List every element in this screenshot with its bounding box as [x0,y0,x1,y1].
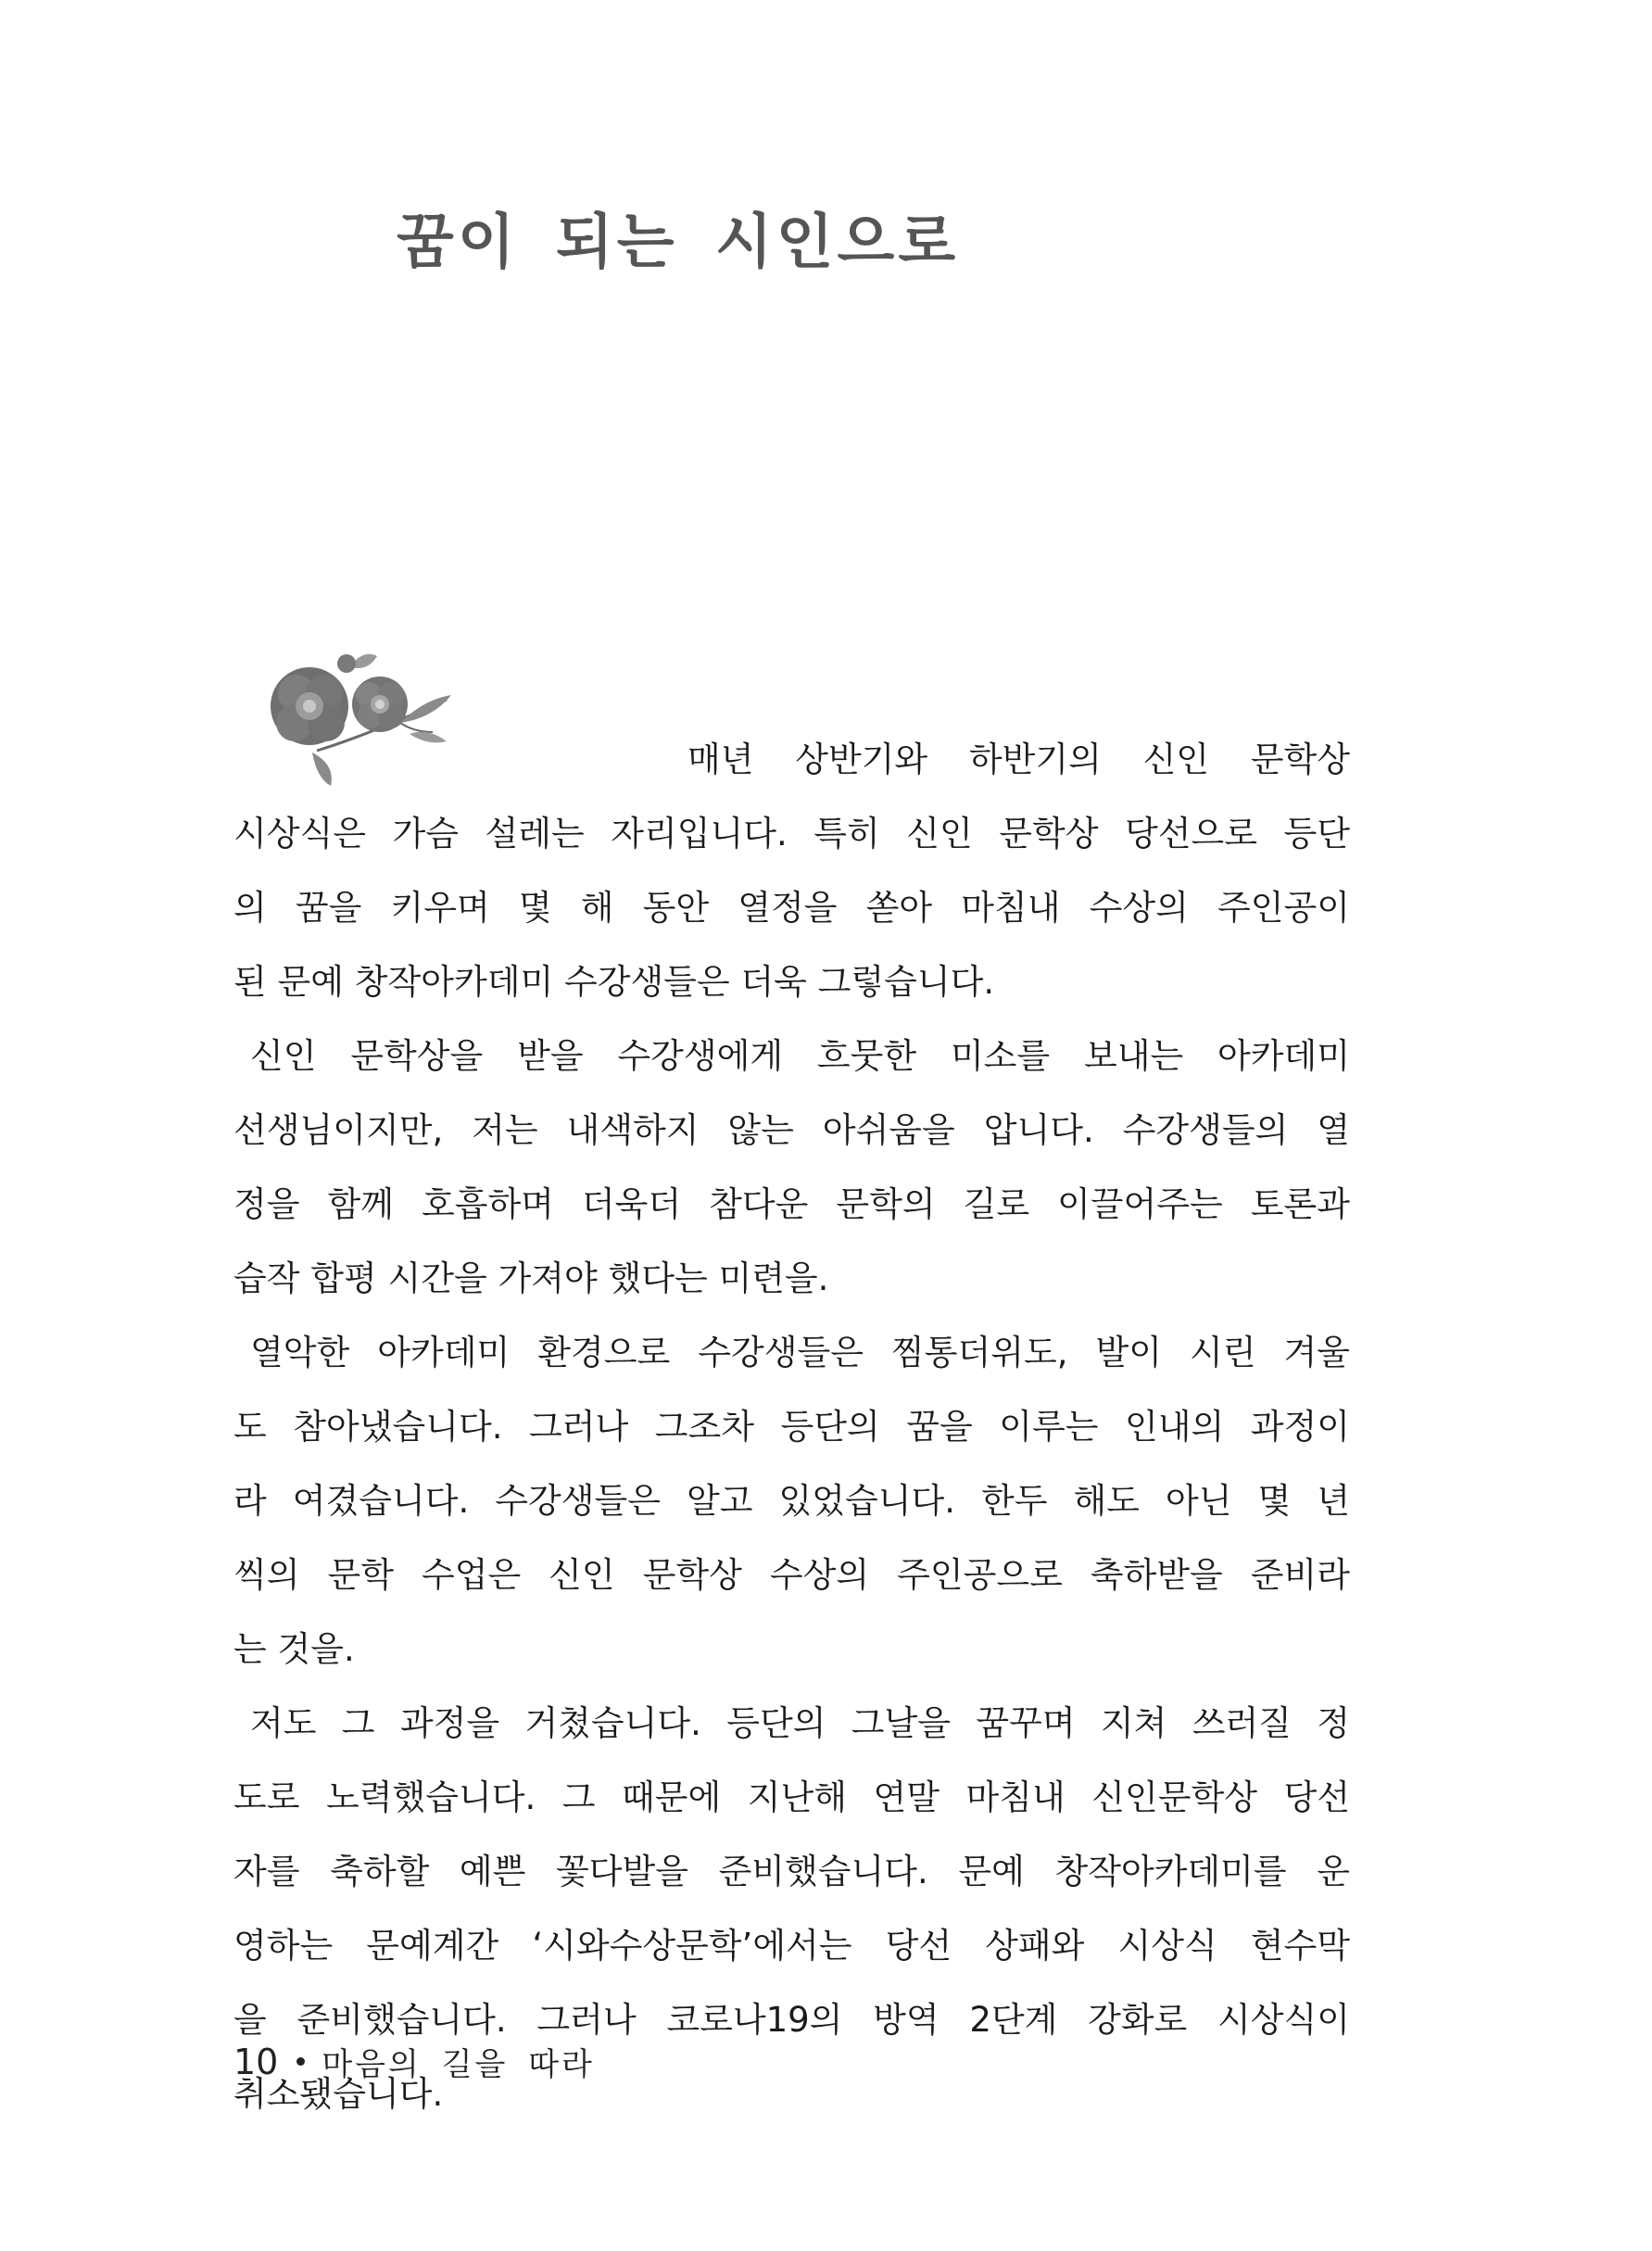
text-line: 의 꿈을 키우며 몇 해 동안 열정을 쏟아 마침내 수상의 주인공이 [233,888,1350,928]
text-line: 라 여겼습니다. 수강생들은 알고 있었습니다. 한두 해도 아닌 몇 년 [233,1481,1350,1521]
text-line: 정을 함께 호흡하며 더욱더 참다운 문학의 길로 이끌어주는 토론과 [233,1184,1350,1224]
book-title: 마음의 길을 따라 [322,2046,595,2083]
body-text [233,723,1350,2131]
paragraph-3 [233,1316,1350,1687]
text-line: 선생님이지만, 저는 내색하지 않는 아쉬움을 압니다. 수강생들의 열 [233,1110,1350,1150]
text-line: 씩의 문학 수업은 신인 문학상 수상의 주인공으로 축하받을 준비라 [233,1555,1350,1595]
text-line: 는 것을. [233,1629,355,1669]
paragraph-1 [233,723,1350,1019]
text-line: 시상식은 가슴 설레는 자리입니다. 특히 신인 문학상 당선으로 등단 [233,814,1350,854]
text-line: 을 준비했습니다. 그러나 코로나19의 방역 2단계 강화로 시상식이 [233,2000,1350,2040]
text-line: 신인 문학상을 받을 수강생에게 흐뭇한 미소를 보내는 아카데미 [250,1036,1350,1076]
text-line: 된 문예 창작아카데미 수강생들은 더욱 그렇습니다. [233,962,995,1002]
text-line: 도로 노력했습니다. 그 때문에 지난해 연말 마침내 신인문학상 당선 [233,1777,1350,1817]
text-line: 열악한 아카데미 환경으로 수강생들은 찜통더위도, 발이 시린 겨울 [250,1333,1350,1372]
page-footer [233,2039,595,2084]
text-line: 매년 상반기와 하반기의 신인 문학상 [687,740,1350,779]
paragraph-2 [233,1019,1350,1316]
text-line: 저도 그 과정을 거쳤습니다. 등단의 그날을 꿈꾸며 지쳐 쓰러질 정 [250,1703,1350,1743]
text-line: 도 참아냈습니다. 그러나 그조차 등단의 꿈을 이루는 인내의 과정이 [233,1407,1350,1447]
text-line: 습작 합평 시간을 가져야 했다는 미련을. [233,1258,829,1298]
bullet-icon [296,2057,305,2066]
text-line: 취소됐습니다. [233,2074,444,2114]
text-line: 영하는 문예계간 ‘시와수상문학’에서는 당선 상패와 시상식 현수막 [233,1926,1350,1966]
page-title: 꿈이 되는 시인으로 [397,209,960,277]
text-line: 자를 축하할 예쁜 꽃다발을 준비했습니다. 문예 창작아카데미를 운 [233,1852,1350,1891]
page-number: 10 [233,2041,279,2082]
